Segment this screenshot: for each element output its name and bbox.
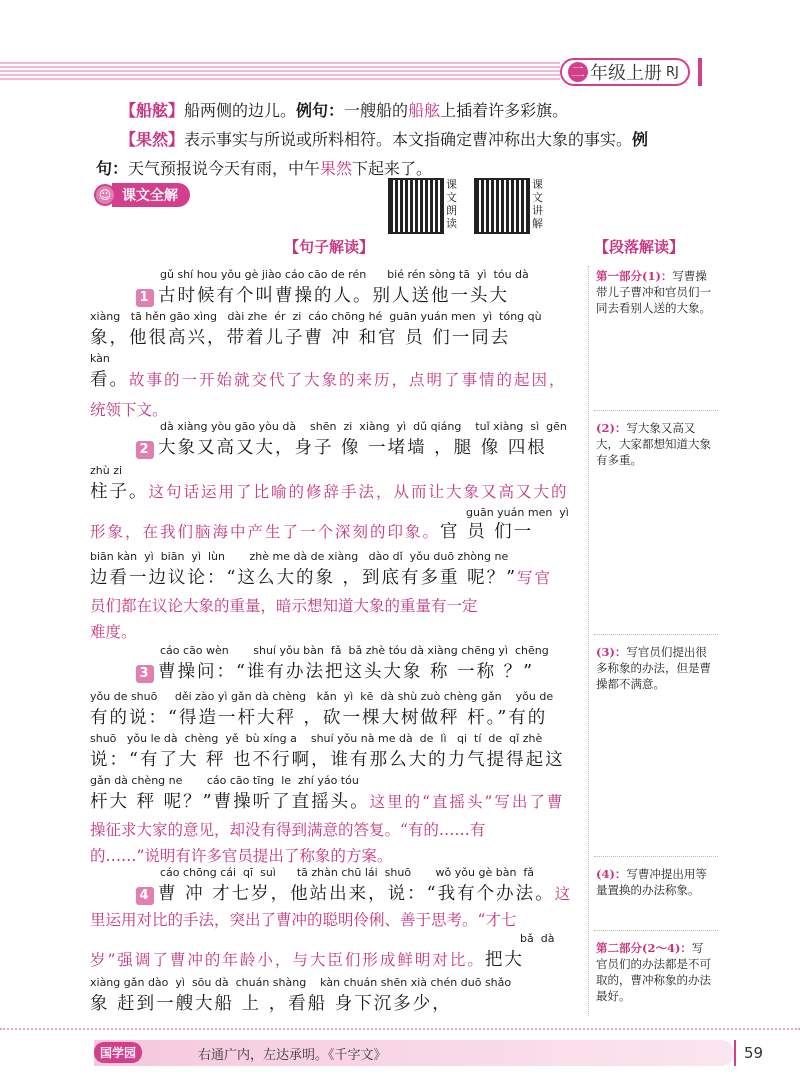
text-line: 有的说：“得造一杆大秤 ，砍一棵大树做秤 杆。”有的 <box>90 708 548 728</box>
text-line <box>90 366 567 391</box>
smile-icon: ☺ <box>94 184 116 206</box>
pinyin-line: gǔ shí hou yǒu gè jiào cáo cāo de rén bié rén sòng tā yì tóu dà <box>160 268 529 281</box>
note-text: 写大象又高又大，大家都想知道大象有多重。 <box>596 421 711 467</box>
comment-line: 操征求大家的意见，却没有得到满意的答复。“有的……有 <box>90 821 486 839</box>
pinyin-line: biān kàn yì biān yì lùn zhè me dà de xiàng dào dǐ yǒu duō zhòng ne <box>90 550 509 563</box>
note-text: 写曹冲提出用等量置换的办法称象。 <box>596 867 707 897</box>
pinyin-line: bǎ dà <box>520 932 555 945</box>
definition-2 <box>120 125 720 154</box>
text-content: 柱子。 <box>90 482 149 502</box>
comment-text: 这 <box>554 885 573 903</box>
column-header-paragraph: 【段落解读】 <box>594 238 685 256</box>
text-content: 古时候有个叫曹操的人。别人送他一头大 <box>158 286 509 306</box>
example-text: 一艘船的 <box>344 101 409 120</box>
paragraph-note-1 <box>596 268 714 316</box>
pinyin-line: xiàng tā hěn gāo xìng dài zhe ér zi cáo chōng hé guān yuán men yì tóng qù <box>90 310 542 323</box>
text-line <box>136 434 547 459</box>
example-text: 天气预报说今天有雨，中午 <box>128 159 321 178</box>
note-divider <box>594 930 718 931</box>
footer-quote: 右通广内，左达承明。《千字文》 <box>198 1048 387 1063</box>
note-divider <box>594 410 718 411</box>
text-line <box>136 658 534 683</box>
qr-code-lecture[interactable] <box>474 178 530 234</box>
qr-label-reading: 课文朗读 <box>446 178 457 230</box>
comment-line: 里运用对比的手法，突出了曹冲的聪明伶俐、善于思考。“才七 <box>90 911 517 929</box>
footer-divider <box>0 1028 800 1030</box>
section-title: 课文全解 <box>112 183 190 207</box>
text-content: 曹 冲 才七岁，他站出来，说：“我有个办法。 <box>158 884 555 904</box>
note-tag: 第一部分(1)： <box>596 269 673 283</box>
example-keyword: 果然 <box>320 159 353 178</box>
paragraph-number: 2 <box>136 441 154 459</box>
column-header-sentence: 【句子解读】 <box>284 238 375 256</box>
comment-text: 这里的“直摇头”写出了曹 <box>369 793 565 811</box>
text-line <box>90 788 564 813</box>
definitions <box>96 96 720 183</box>
part-note-2 <box>596 940 714 1004</box>
term-meaning: 船两侧的边儿。 <box>184 101 297 120</box>
pinyin-line: shuō yǒu le dà chèng yě bù xíng a shuí yǒu nà me dà de lì qi tí de qǐ zhè <box>90 732 543 745</box>
note-tag: (4)： <box>596 867 627 881</box>
edition-label: RJ <box>666 64 679 80</box>
comment-line: 的……”说明有许多官员提出了称象的方案。 <box>90 847 393 865</box>
pinyin-line: zhù zi <box>90 464 123 477</box>
text-line <box>90 564 552 589</box>
comment-text: 这句话运用了比喻的修辞手法，从而让大象又高又大的 <box>148 483 569 501</box>
text-content: 杆大 秤 呢？”曹操听了直摇头。 <box>90 792 370 812</box>
column-divider <box>588 266 590 1016</box>
grade-text: 年级上册 <box>590 63 662 84</box>
paragraph-number: 3 <box>136 665 154 683</box>
qr-label-lecture: 课文讲解 <box>532 178 543 230</box>
pinyin-line: yǒu de shuō děi zào yì gǎn dà chèng kǎn yì kē dà shù zuò chèng gǎn yǒu de <box>90 690 554 703</box>
example-label: 句： <box>96 159 129 178</box>
comment-text: 形象，在我们脑海中产生了一个深刻的印象。 <box>90 523 441 541</box>
comment-text: 故事的一开始就交代了大象的来历，点明了事情的起因， <box>129 371 567 389</box>
example-label: 例 <box>632 130 649 149</box>
pinyin-line: xiàng gǎn dào yì sōu dà chuán shàng kàn chuán shēn xià chén duō shǎo <box>90 976 512 989</box>
comment-text: 写官 <box>517 569 553 587</box>
note-divider <box>594 634 718 635</box>
note-text: 写曹操带儿子曹冲和官员们一同去看别人送的大象。 <box>596 269 711 315</box>
note-tag: (2)： <box>596 421 627 435</box>
pinyin-line: cáo chōng cái qī suì tā zhàn chū lái shuō wǒ yǒu gè bàn fǎ <box>160 866 535 879</box>
term-tag: 【果然】 <box>120 130 185 149</box>
text-line <box>136 282 509 307</box>
text-line <box>90 478 569 503</box>
note-text: 写官员们提出很多称象的办法，但是曹操都不满意。 <box>596 645 711 691</box>
paragraph-number: 4 <box>136 887 154 905</box>
comment-line: 难度。 <box>90 623 137 641</box>
grade-circle: 二 <box>568 62 588 82</box>
note-text: 写官员们的办法都是不可取的，曹冲称象的办法最好。 <box>596 941 711 1003</box>
text-content: 大象又高又大，身子 像 一堵墙 ，腿 像 四根 <box>158 438 547 458</box>
qr-code-reading[interactable] <box>388 178 444 234</box>
page-number: 59 <box>734 1040 784 1066</box>
text-line: 说：“有了大 秤 也不行啊，谁有那么大的力气提得起这 <box>90 750 565 770</box>
pinyin-line: guān yuán men yì <box>466 506 569 519</box>
paragraph-note-3 <box>596 644 714 692</box>
comment-line: 统领下文。 <box>90 401 168 419</box>
definition-1 <box>120 96 720 125</box>
pinyin-line: dà xiàng yòu gāo yòu dà shēn zi xiàng yì dǔ qiáng tuǐ xiàng sì gēn <box>160 420 567 433</box>
text-line <box>136 880 572 905</box>
guoxue-badge: 国学园 <box>94 1042 142 1063</box>
grade-label <box>560 58 690 86</box>
comment-line: 员们都在议论大象的重量，暗示想知道大象的重量有一定 <box>90 597 478 615</box>
example-keyword: 船舷 <box>408 101 441 120</box>
example-label: 例句： <box>296 101 345 120</box>
footer-bar <box>94 1040 734 1066</box>
comment-text: 岁”强调了曹冲的年龄小，与大臣们形成鲜明对比。 <box>90 951 485 969</box>
term-meaning: 表示事实与所说或所料相符。本文指确定曹冲称出大象的事实。 <box>184 130 633 149</box>
text-content: 曹操问：“谁有办法把这头大象 称 一称 ？” <box>158 662 535 682</box>
example-text: 上插着许多彩旗。 <box>440 101 569 120</box>
text-line <box>90 518 533 543</box>
pinyin-line: kàn <box>90 352 110 365</box>
section-header <box>94 183 190 207</box>
note-tag: (3)： <box>596 645 627 659</box>
text-content: 把大 <box>484 950 524 970</box>
pinyin-line: cáo cāo wèn shuí yǒu bàn fǎ bǎ zhè tóu dà xiàng chēng yì chēng <box>160 644 549 657</box>
note-tag: 第二部分(2～4)： <box>596 941 692 955</box>
term-tag: 【船舷】 <box>120 101 185 120</box>
paragraph-note-2 <box>596 420 714 468</box>
note-divider <box>594 856 718 857</box>
header-divider <box>698 58 702 86</box>
text-line: 象 赶到一艘大船 上 ，看船 身下沉多少， <box>90 994 452 1014</box>
paragraph-note-4 <box>596 866 714 898</box>
text-line: 象，他很高兴，带着儿子曹 冲 和官 员 们一同去 <box>90 328 511 348</box>
header-stripe <box>0 62 560 82</box>
pinyin-line: gǎn dà chèng ne cáo cāo tīng le zhí yáo tóu <box>90 774 359 787</box>
text-content: 官 员 们一 <box>440 522 534 542</box>
text-content: 看。 <box>90 370 129 390</box>
text-line <box>90 946 524 971</box>
text-content: 边看一边议论：“这么大的象 ，到底有多重 呢？” <box>90 568 518 588</box>
paragraph-number: 1 <box>136 289 154 307</box>
example-text: 下起来了。 <box>352 159 433 178</box>
